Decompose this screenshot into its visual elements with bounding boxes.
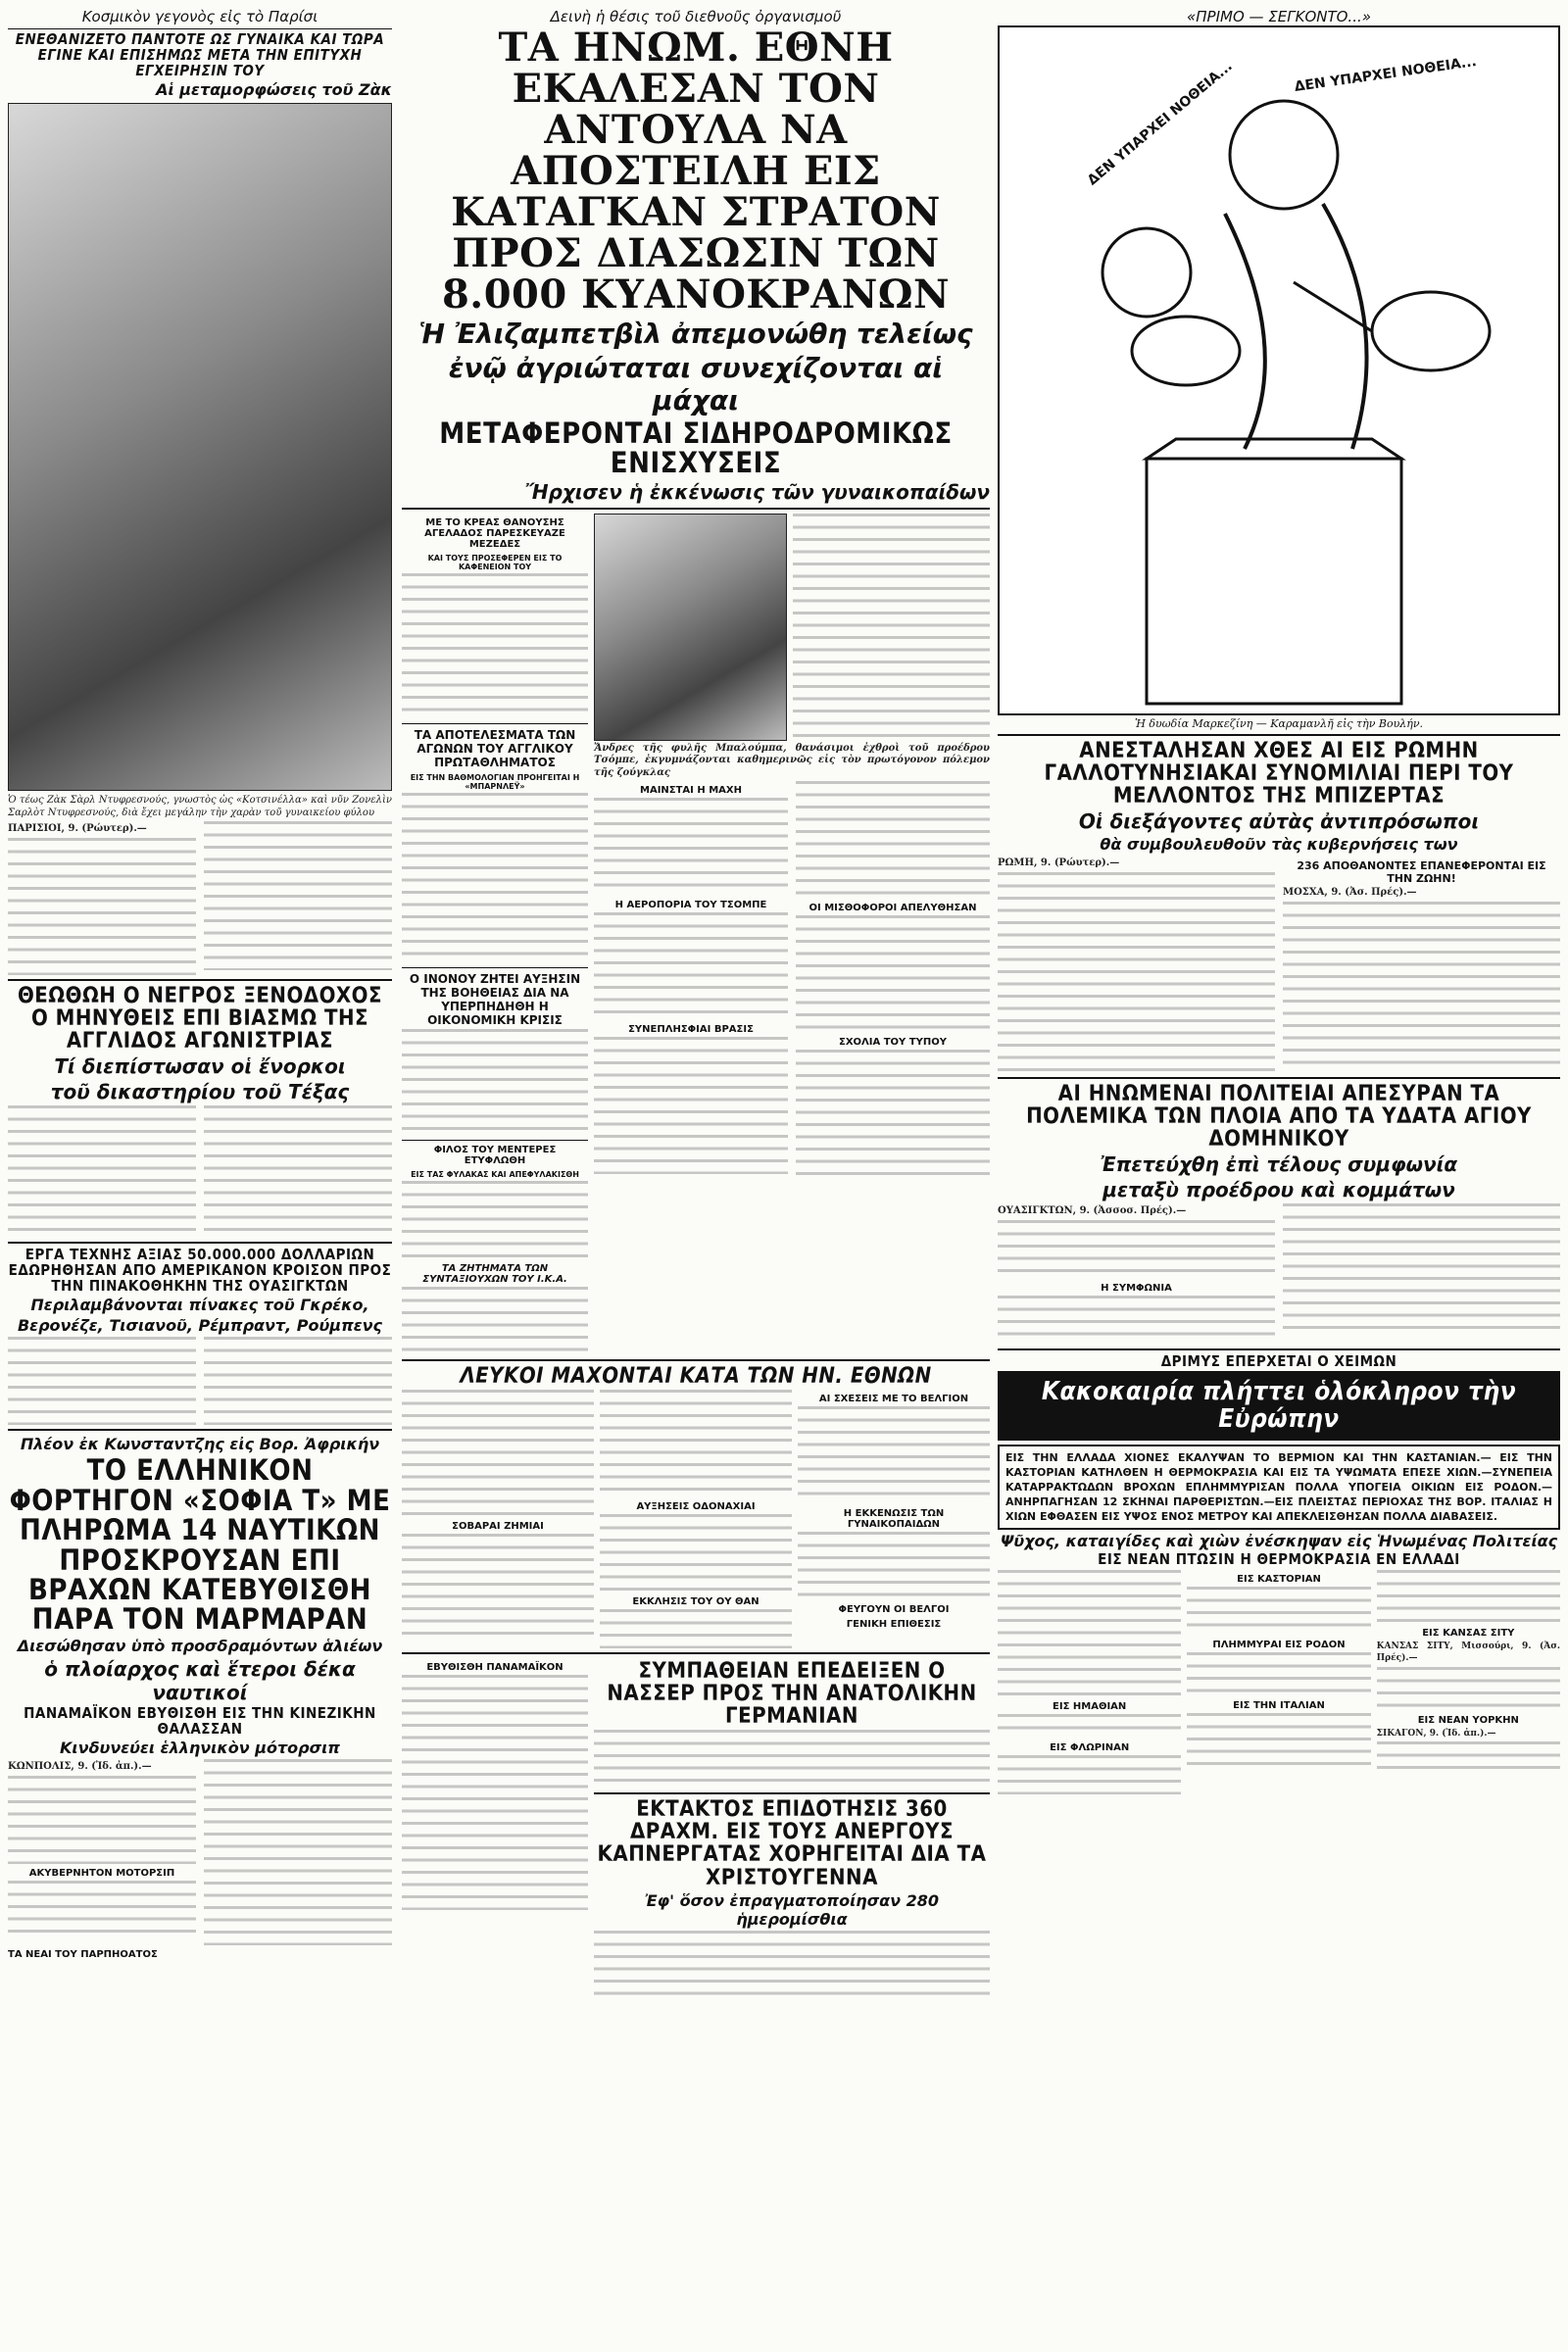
article-text <box>998 1220 1275 1279</box>
right-column <box>998 8 1560 1794</box>
article-body <box>998 1203 1560 1345</box>
divider <box>998 734 1560 736</box>
divider <box>402 967 588 968</box>
footer-label: ΤΑ ΝΕΑΙ ΤΟΥ ΠΑΡΠΗΟΑΤΟΣ <box>8 1949 158 1961</box>
divider <box>402 723 588 724</box>
article-text <box>204 1337 392 1425</box>
center-upper <box>402 514 990 1355</box>
dateline: ΜΟΣΧΑ, 9. (Ἀσ. Πρές).— <box>1283 887 1417 899</box>
article-text <box>1187 1587 1370 1636</box>
section-label: ΜΑΙΝΣΤΑΙ Η ΜΑΧΗ <box>640 785 742 797</box>
article-body <box>8 1105 392 1238</box>
headline-ika: ΤΑ ΖΗΤΗΜΑΤΑ ΤΩΝ ΣΥΝΤΑΞΙΟΥΧΩΝ ΤΟΥ Ι.Κ.Α. <box>422 1262 567 1285</box>
headline-menteres: ΦΙΛΟΣ ΤΟΥ ΜΕΝΤΕΡΕΣ ΕΤΥΦΛΩΘΗ <box>433 1144 557 1166</box>
article-text <box>1377 1570 1560 1624</box>
divider <box>402 1140 588 1141</box>
article-text <box>8 1105 196 1238</box>
article-body <box>594 781 990 1177</box>
headline-dominican: ΑΙ ΗΝΩΜΕΝΑΙ ΠΟΛΙΤΕΙΑΙ ΑΠΕΣΥΡΑΝ ΤΑ ΠΟΛΕΜΙΚΑ ΤΩΝ ΠΛΟΙΑ ΑΠΟ ΤΑ ΥΔΑΤΑ ΑΓΙΟΥ ΔΟΜΗΝΙΚΟΥ <box>1026 1081 1532 1152</box>
subhead-art: Περιλαμβάνονται πίνακες τοῦ Γκρέκο, <box>30 1296 369 1315</box>
article-body <box>8 1337 392 1425</box>
headline-football: ΤΑ ΑΠΟΤΕΛΕΣΜΑΤΑ ΤΩΝ ΑΓΩΝΩΝ ΤΟΥ ΑΓΓΛΙΚΟΥ ΠΡΩΤΑΘΛΗΜΑΤΟΣ <box>414 727 576 769</box>
dateline: ΣΙΚΑΓΟΝ, 9. (Ἰδ. ἀπ.).— <box>1376 1728 1496 1739</box>
article-text <box>998 1755 1181 1794</box>
center-left-stories <box>402 514 588 1355</box>
section-label: ΠΛΗΜΜΥΡΑΙ ΕΙΣ ΡΟΔΟΝ <box>1212 1639 1346 1650</box>
article-text <box>798 1532 990 1600</box>
headline-art: ΕΡΓΑ ΤΕΧΝΗΣ ΑΞΙΑΣ 50.000.000 ΔΟΛΛΑΡΙΩΝ ΕΔΩΡΗΘΗΣΑΝ ΑΠΟ ΑΜΕΡΙΚΑΝΟΝ ΚΡΟΙΣΟΝ ΠΡΟΣ ΤΗΝ ΠΙΝΑΚΟΘΗΚΗΝ ΤΗΣ ΟΥΑΣΙΓΚΤΩΝ <box>8 1246 392 1295</box>
article-body <box>8 821 392 975</box>
subhead-tobacco: Ἐφ' ὅσον ἐπραγματοποίησαν 280 ἡμερομίσθια <box>644 1890 940 1929</box>
cartoon-caption: Ἡ δυωδία Μαρκεζίνη — Καραμανλῆ εἰς τὴν Βουλήν. <box>1134 717 1424 730</box>
center-column <box>402 8 990 1999</box>
section-label: ΕΙΣ ΝΕΑΝ ΥΟΡΚΗΝ <box>1417 1714 1519 1726</box>
headline-avalanche: 236 ΑΠΟΘΑΝΟΝΤΕΣ ΕΠΑΝΕΦΕΡΟΝΤΑΙ ΕΙΣ ΤΗΝ ΖΩΗΝ! <box>1297 859 1546 886</box>
article-text <box>402 573 588 720</box>
section-label: ΕΙΣ ΚΑΝΣΑΣ ΣΙΤΥ <box>1422 1627 1515 1639</box>
article-text <box>998 872 1275 1073</box>
subhead-winter-2: ΕΙΣ ΝΕΑΝ ΠΤΩΣΙΝ Η ΘΕΡΜΟΚΡΑΣΙΑ ΕΝ ΕΛΛΑΔΙ <box>1098 1549 1460 1568</box>
article-text <box>798 1406 990 1504</box>
section-label: ΓΕΝΙΚΗ ΕΠΙΘΕΣΙΣ <box>846 1618 942 1630</box>
article-text <box>600 1514 792 1592</box>
article-text <box>402 1029 588 1137</box>
headline-whites: ΛΕΥΚΟΙ ΜΑΧΟΝΤΑΙ ΚΑΤΑ ΤΩΝ ΗΝ. ΕΘΝΩΝ <box>460 1363 932 1389</box>
section-label: ΑΚΥΒΕΡΝΗΤΟΝ ΜΟΤΟΡΣΙΠ <box>28 1867 175 1879</box>
article-text <box>8 1337 196 1425</box>
section-label: ΦΕΥΓΟΥΝ ΟΙ ΒΕΛΓΟΙ <box>838 1603 950 1615</box>
article-text <box>402 1287 588 1355</box>
section-label: ΕΙΣ ΦΛΩΡΙΝΑΝ <box>1050 1741 1130 1753</box>
section-label: ΕΙΣ ΗΜΑΘΙΑΝ <box>1053 1700 1127 1712</box>
article-body <box>8 1759 392 1945</box>
kicker-winter: ΔΡΙΜΥΣ ΕΠΕΡΧΕΤΑΙ Ο ΧΕΙΜΩΝ <box>1160 1351 1397 1370</box>
subhead-panama: ΠΑΝΑΜΑΪΚΟΝ ΕΒΥΘΙΣΘΗ ΕΙΣ ΤΗΝ ΚΙΝΕΖΙΚΗΝ ΘΑΛΑΣΣΑΝ <box>24 1703 376 1738</box>
article-text <box>402 1534 594 1642</box>
section-label: ΑΥΞΗΣΕΙΣ ΟΔΟΝΑΧΙΑΙ <box>636 1500 756 1512</box>
article-text <box>998 1570 1181 1697</box>
subhead-cow: ΚΑΙ ΤΟΥΣ ΠΡΟΣΕΦΕΡΕΝ ΕΙΣ ΤΟ ΚΑΦΕΝΕΙΟΝ ΤΟΥ <box>427 553 563 571</box>
subhead-menteres: ΕΙΣ ΤΑΣ ΦΥΛΑΚΑΣ ΚΑΙ ΑΠΕΦΥΛΑΚΙΣΘΗ <box>411 1169 579 1179</box>
article-text <box>1187 1713 1370 1772</box>
subhead-texas: Τί διεπίστωσαν οἱ ἔνορκοι <box>54 1054 346 1079</box>
divider <box>402 1652 990 1654</box>
article-text <box>1283 1203 1560 1336</box>
article-text <box>402 1390 594 1517</box>
subhead-football: ΕΙΣ ΤΗΝ ΒΑΘΜΟΛΟΓΙΑΝ ΠΡΟΗΓΕΙΤΑΙ Η «ΜΠΑΡΝΛΕΫ» <box>410 772 580 791</box>
subhead-dominican: Ἐπετεύχθη ἐπὶ τέλους συμφωνία <box>1100 1152 1458 1177</box>
article-text <box>1377 1741 1560 1776</box>
divider <box>402 1359 990 1361</box>
headline-paris: ΕΝΕΘΑΝΙΖΕΤΟ ΠΑΝΤΟΤΕ ΩΣ ΓΥΝΑΙΚΑ ΚΑΙ ΤΩΡΑ ΕΓΙΝΕ ΚΑΙ ΕΠΙΣΗΜΩΣ ΜΕΤΑ ΤΗΝ ΕΠΙΤΥΧΗ ΕΓΧΕΙΡΗΣΙΝ ΤΟΥ <box>15 30 385 79</box>
kicker-ship: Πλέον ἐκ Κωνσταντζης εἰς Βορ. Ἀφρικήν <box>20 1435 380 1454</box>
whites-article <box>402 1390 990 1648</box>
divider <box>8 979 392 981</box>
section-label: ΕΙΣ ΤΗΝ ΙΤΑΛΙΑΝ <box>1233 1699 1325 1711</box>
article-text <box>204 1105 392 1238</box>
divider <box>8 1242 392 1244</box>
subhead-un-4: Ἤρχισεν ἡ ἐκκένωσις τῶν γυναικοπαίδων <box>524 479 990 504</box>
article-text <box>594 1730 990 1788</box>
article-text <box>402 793 588 964</box>
photo-caption: Ὁ τέως Ζὰκ Σὰρλ Ντυφρεσνούς, γνωστὸς ὡς «Κοτσινέλλα» καὶ νῦν Ζονελὶν Σαρλὸτ Ντυφρεσνούς, διὰ ἔχει μεγάλην τὴν χαρὰν τοῦ γυναικείου φύλου <box>8 795 392 818</box>
subhead-winter: Ψῦχος, καταιγίδες καὶ χιὼν ἐνέσκηψαν εἰς Ἡνωμένας Πολιτείας <box>1000 1531 1558 1550</box>
headline-winter: Κακοκαιρία πλήττει ὁλόκληρον τὴν Εὐρώπην <box>998 1371 1560 1441</box>
subhead-ship: Διεσώθησαν ὑπὸ προσδραμόντων ἁλιέων <box>17 1636 383 1655</box>
article-text <box>793 514 990 739</box>
left-column <box>8 8 392 1962</box>
headline-rome: ΑΝΕΣΤΑΛΗΣΑΝ ΧΘΕΣ ΑΙ ΕΙΣ ΡΩΜΗΝ ΓΑΛΛΟΤΥΝΗΣΙΑΚΑΙ ΣΥΝΟΜΙΛΙΑΙ ΠΕΡΙ ΤΟΥ ΜΕΛΛΟΝΤΟΣ ΤΗΣ ΜΠΙΖΕΡΤΑΣ <box>1044 739 1514 809</box>
section-label: Η ΕΚΚΕΝΩΣΙΣ ΤΩΝ ΓΥΝΑΙΚΟΠΑΙΔΩΝ <box>843 1507 945 1530</box>
subhead-un-3: ΜΕΤΑΦΕΡΟΝΤΑΙ ΣΙΔΗΡΟΔΡΟΜΙΚΩΣ ΕΝΙΣΧΥΣΕΙΣ <box>439 416 953 480</box>
article-text <box>998 1296 1275 1345</box>
headline-inonu: Ο ΙΝΟΝΟΥ ΖΗΤΕΙ ΑΥΞΗΣΙΝ ΤΗΣ ΒΟΗΘΕΙΑΣ ΔΙΑ ΝΑ ΥΠΕΡΠΗΔΗΘΗ Η ΟΙΚΟΝΟΜΙΚΗ ΚΡΙΣΙΣ <box>409 971 581 1027</box>
article-text <box>8 1776 196 1864</box>
kicker-un: Δεινὴ ἡ θέσις τοῦ διεθνοῦς ὀργανισμοῦ <box>550 8 842 25</box>
section-label: ΟΙ ΜΙΣΘΟΦΟΡΟΙ ΑΠΕΛΥΘΗΣΑΝ <box>808 903 977 914</box>
dateline: ΡΩΜΗ, 9. (Ρώυτερ).— <box>998 858 1120 869</box>
section-label: ΑΙ ΣΧΕΣΕΙΣ ΜΕ ΤΟ ΒΕΛΓΙΟΝ <box>818 1393 969 1404</box>
headline-nasser: ΣΥΜΠΑΘΕΙΑΝ ΕΠΕΔΕΙΞΕΝ Ο ΝΑΣΣΕΡ ΠΡΟΣ ΤΗΝ ΑΝΑΤΟΛΙΚΗΝ ΓΕΡΜΑΝΙΑΝ <box>607 1658 977 1730</box>
photo-caption: Ἄνδρες τῆς φυλῆς Μπαλούμπα, θανάσιμοι ἐχθροὶ τοῦ προέδρου Τσόμπε, ἐκγυμνάζονται καθημερινῶς εἰς τὸν πρωτόγονον πόλεμον τῆς ζούγκλας <box>594 742 990 778</box>
kicker-paris: Κοσμικὸν γεγονὸς εἰς τὸ Παρίσι <box>81 8 318 25</box>
winter-summary: ΕΙΣ ΤΗΝ ΕΛΛΑΔΑ ΧΙΟΝΕΣ ΕΚΑΛΥΨΑΝ ΤΟ ΒΕΡΜΙΟΝ ΚΑΙ ΤΗΝ ΚΑΣΤΑΝΙΑΝ.— ΕΙΣ ΤΗΝ ΚΑΣΤΟΡΙΑΝ ΚΑΤΗΛΘΕΝ Η ΘΕΡΜΟΚΡΑΣΙΑ ΚΑΙ ΕΙΣ ΤΑ ΥΨΩΜΑΤΑ ΕΠΕΣΕ ΧΙΩΝ.—ΣΥΝΕΠΕΙΑ ΚΑΤΑΡΡΑΚΤΩΔΩΝ ΒΡΟΧΩΝ ΕΠΛΗΜΜΥΡΙΣΑΝ ΠΟΛΛΑ ΥΠΟΓΕΙΑ ΟΙΚΙΩΝ ΕΙΣ ΡΟΔΟΝ.— ΑΝΗΡΠΑΓΗΣΑΝ 12 ΣΚΗΝΑΙ ΠΑΡΘΕΡΙΣΤΩΝ.—ΕΙΣ ΠΛΕΙΣΤΑΣ ΠΕΡΙΟΧΑΣ ΤΗΣ ΒΟΡ. ΙΤΑΛΙΑΣ Η ΧΙΩΝ ΕΦΘΑΣΕΝ ΕΙΣ ΥΨΟΣ ΕΝΟΣ ΜΕΤΡΟΥ ΚΑΙ ΑΠΕΚΛΕΙΣΘΗΣΑΝ ΠΟΛΛΑ ΔΙΑΒΑΣΕΙΣ. <box>1005 1450 1552 1523</box>
article-text <box>796 1050 990 1177</box>
article-text <box>204 821 392 970</box>
subhead-ship-2: ὁ πλοίαρχος καὶ ἕτεροι δέκα ναυτικοί <box>44 1656 356 1704</box>
subhead-un-1: Ἡ Ἐλιζαμπετβὶλ ἀπεμονώθη τελείως <box>418 318 973 350</box>
kicker-cartoon: «ΠΡΙΜΟ — ΣΕΓΚΟΝΤΟ...» <box>1187 8 1371 25</box>
dateline: ΠΑΡΙΣΙΟΙ, 9. (Ρώυτερ).— <box>8 823 147 835</box>
article-body <box>402 1658 990 1999</box>
subhead-paris: Αἱ μεταμορφώσεις τοῦ Ζὰκ <box>156 80 392 100</box>
article-text <box>1187 1652 1370 1696</box>
article-text <box>600 1609 792 1648</box>
section-label: ΕΚΚΛΗΣΙΣ ΤΟΥ ΟΥ ΘΑΝ <box>632 1595 760 1607</box>
cartoon-drawing <box>1000 27 1558 710</box>
photo-woman <box>8 103 392 791</box>
article-text <box>594 1037 788 1174</box>
subhead-art-2: Βερονέζε, Τισιανοῦ, Ρέμπραντ, Ρούμπενς <box>17 1316 383 1336</box>
section-label: ΣΟΒΑΡΑΙ ΖΗΜΙΑΙ <box>452 1520 544 1532</box>
article-body <box>594 514 990 741</box>
article-text <box>8 1881 196 1935</box>
section-label: ΕΙΣ ΚΑΣΤΟΡΙΑΝ <box>1237 1573 1321 1585</box>
section-label: Η ΑΕΡΟΠΟΡΙΑ ΤΟΥ ΤΣΟΜΠΕ <box>614 900 767 911</box>
center-right-stories <box>594 514 990 1355</box>
divider <box>8 1429 392 1431</box>
article-text <box>1283 902 1560 1068</box>
winter-summary-box <box>998 1445 1560 1530</box>
article-text <box>594 1931 990 1999</box>
dateline: ΚΩΝΠΟΛΙΣ, 9. (Ἰδ. ἀπ.).— <box>8 1761 152 1773</box>
article-text <box>594 798 788 896</box>
article-text <box>796 781 990 899</box>
subhead-texas-2: τοῦ δικαστηρίου τοῦ Τέξας <box>50 1080 350 1104</box>
speech-bubble-1: ΔΕΝ ΥΠΑΡΧΕΙ ΝΟΘΕΙΑ... <box>1084 58 1236 189</box>
divider <box>998 1077 1560 1079</box>
headline-un: ΤΑ ΗΝΩΜ. ΕΘΝΗ ΕΚΑΛΕΣΑΝ ΤΟΝ ΑΝΤΟΥΛΑ ΝΑ ΑΠΟΣΤΕΙΛΗ ΕΙΣ ΚΑΤΑΓΚΑΝ ΣΤΡΑΤΟΝ ΠΡΟΣ ΔΙΑΣΩΣΙΝ ΤΩΝ 8.000 ΚΥΑΝΟΚΡΑΝΩΝ <box>441 24 951 318</box>
section-label: ΕΒΥΘΙΣΘΗ ΠΑΝΑΜΑΪΚΟΝ <box>426 1661 564 1673</box>
divider <box>402 508 990 510</box>
subhead-rome-2: θὰ συμβουλευθοῦν τὰς κυβερνήσεις των <box>1100 835 1458 855</box>
divider <box>8 28 392 29</box>
article-text <box>402 1181 588 1259</box>
headline-tobacco: ΕΚΤΑΚΤΟΣ ΕΠΙΔΟΤΗΣΙΣ 360 ΔΡΑΧΜ. ΕΙΣ ΤΟΥΣ ΑΝΕΡΓΟΥΣ ΚΑΠΝΕΡΓΑΤΑΣ ΧΟΡΗΓΕΙΤΑΙ ΔΙΑ ΤΑ ΧΡΙΣΤΟΥΓΕΝΝΑ <box>597 1797 987 1890</box>
headline-texas: ΘΕΩΘΩΗ Ο ΝΕΓΡΟΣ ΞΕΝΟΔΟΧΟΣ Ο ΜΗΝΥΘΕΙΣ ΕΠΙ ΒΙΑΣΜΩ ΤΗΣ ΑΓΓΛΙΔΟΣ ΑΓΩΝΙΣΤΡΙΑΣ <box>17 983 383 1054</box>
dateline: ΚΑΝΣΑΣ ΣΙΤΥ, Μισσούρι, 9. (Ἀσ. Πρές).— <box>1376 1641 1560 1664</box>
article-text <box>600 1390 792 1497</box>
speech-bubble-2: ΔΕΝ ΥΠΑΡΧΕΙ ΝΟΘΕΙΑ... <box>1293 54 1478 95</box>
section-label: ΣΧΟΛΙΑ ΤΟΥ ΤΥΠΟΥ <box>839 1037 947 1049</box>
subhead-rome: Οἱ διεξάγοντες αὐτὰς ἀντιπρόσωποι <box>1078 809 1480 834</box>
article-text <box>1377 1667 1560 1711</box>
headline-cow: ΜΕ ΤΟ ΚΡΕΑΣ ΘΑΝΟΥΣΗΣ ΑΓΕΛΑΔΟΣ ΠΑΡΕΣΚΕΥΑΖΕ ΜΕΖΕΔΕΣ <box>424 516 565 550</box>
article-text <box>402 1675 588 1910</box>
article-text <box>594 912 788 1020</box>
dateline: ΟΥΑΣΙΓΚΤΩΝ, 9. (Ἀσσοσ. Πρές).— <box>998 1205 1187 1217</box>
divider <box>998 1348 1560 1350</box>
article-text <box>998 1714 1181 1739</box>
section-label: ΣΥΝΕΠΛΗΣΦΙΑΙ ΒΡΑΣΙΣ <box>628 1024 754 1036</box>
cartoon <box>998 25 1560 715</box>
subhead-dominican-2: μεταξὺ προέδρου καὶ κομμάτων <box>1102 1178 1455 1202</box>
subhead-motorship: Κινδυνεύει ἑλληνικὸν μότορσιπ <box>60 1739 340 1758</box>
headline-ship: ΤΟ ΕΛΛΗΝΙΚΟΝ ΦΟΡΤΗΓΟΝ «ΣΟΦΙΑ Τ» ΜΕ ΠΛΗΡΩΜΑ 14 ΝΑΥΤΙΚΩΝ ΠΡΟΣΚΡΟΥΣΑΝ ΕΠΙ ΒΡΑΧΩΝ ΚΑΤΕΒΥΘΙΣΘΗ ΠΑΡΑ ΤΟΝ ΜΑΡΜΑΡΑΝ <box>9 1453 391 1637</box>
article-text <box>8 838 196 975</box>
winter-article <box>998 1570 1560 1794</box>
section-label: Η ΣΥΜΦΩΝΙΑ <box>1101 1282 1172 1294</box>
article-body <box>998 856 1560 1073</box>
divider <box>594 1792 990 1794</box>
article-text <box>204 1759 392 1945</box>
subhead-un-2: ἐνῷ ἀγριώταται συνεχίζονται αἱ μάχαι <box>448 352 944 416</box>
article-text <box>796 915 990 1033</box>
photo-baluba <box>594 514 787 741</box>
